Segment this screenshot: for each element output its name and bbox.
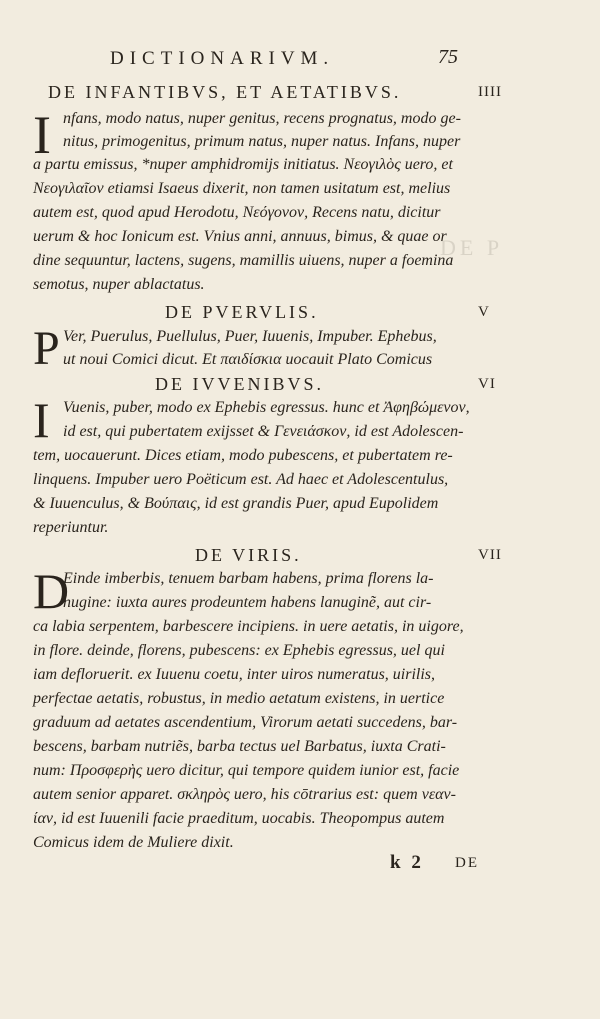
text-line: linquens. Impuber uero Poëticum est. Ad haec et Adolescentulus, <box>33 471 449 488</box>
text-line: & Iuuenculus, & Βούπαις, id est grandis Puer, apud Eupolidem <box>33 495 439 512</box>
text-line: Vuenis, puber, modo ex Ephebis egressus. hunc et Ἀφηβώμενον, <box>63 399 470 416</box>
section-heading: DE IVVENIBVS. <box>155 374 324 394</box>
text-line: autem senior apparet. σκληρὸς uero, his cōtrarius est: quem νεαν- <box>33 786 456 803</box>
text-line: ut noui Comici dicut. Et παιδίσκια uocauit Plato Comicus <box>63 351 433 368</box>
section-heading: DE PVERVLIS. <box>165 302 319 322</box>
running-title: DICTIONARIVM. <box>110 48 335 69</box>
text-line: tem, uocauerunt. Dices etiam, modo pubescens, et pubertatem re- <box>33 447 453 464</box>
catchword: DE <box>455 855 479 871</box>
text-line: semotus, nuper ablactatus. <box>33 276 205 293</box>
show-through-text: DE P <box>440 235 504 260</box>
section-number: IIII <box>478 84 502 100</box>
text-line: Comicus idem de Muliere dixit. <box>33 834 234 851</box>
text-line: dine sequuntur, lactens, sugens, mamillis uiuens, nuper a foemina <box>33 252 454 269</box>
text-line: nfans, modo natus, nuper genitus, recens prognatus, modo ge- <box>63 110 461 127</box>
signature-mark: k 2 <box>390 852 424 873</box>
text-line: a partu emissus, *nuper amphidromijs initiatus. Νεογιλὸς uero, et <box>33 156 453 173</box>
text-line: in flore. deinde, florens, pubescens: ex Ephebis egressus, uel qui <box>33 642 445 659</box>
text-line: reperiuntur. <box>33 519 109 536</box>
text-line: bescens, barbam nutriẽs, barba tectus uel Barbatus, iuxta Crati- <box>33 738 446 755</box>
text-line: Einde imberbis, tenuem barbam habens, prima florens la- <box>63 570 434 587</box>
text-line: id est, qui pubertatem exijsset & Γενειάσκον, id est Adolescen- <box>63 423 464 440</box>
text-line: nitus, primogenitus, primum natus, nuper natus. Infans, nuper <box>63 133 461 150</box>
text-line: ίαν, id est Iuuenili facie praeditum, uocabis. Theopompus autem <box>33 810 445 827</box>
section-heading: DE VIRIS. <box>195 545 302 565</box>
section-number: VII <box>478 547 502 563</box>
text-line: num: Προσφερὴς uero dicitur, qui tempore quidem iunior est, facie <box>33 762 460 779</box>
text-line: Νεογιλαῖον etiamsi Isaeus dixerit, non tamen usitatum est, melius <box>33 180 451 197</box>
text-line: nugine: iuxta aures prodeuntem habens lanuginẽ, aut cir- <box>63 594 432 611</box>
initial-letter: D <box>33 563 70 619</box>
initial-letter: P <box>33 322 60 375</box>
text-line: autem est, quod apud Herodotu, Νεόγονον, Recens natu, dicitur <box>33 204 441 221</box>
text-line: uerum & hoc Ionicum est. Vnius anni, annuus, bimus, & quae or <box>33 228 447 245</box>
section-heading: DE INFANTIBVS, ET AETATIBVS. <box>48 82 402 102</box>
text-line: iam defloruerit. ex Iuuenu coetu, inter uiros numeratus, uirilis, <box>33 666 436 683</box>
section-number: VI <box>478 376 496 392</box>
text-line: ca labia serpentem, barbescere incipiens. in uere aetatis, in uigore, <box>33 618 464 635</box>
initial-letter: I <box>33 392 50 448</box>
running-head <box>0 44 600 74</box>
text-line: perfectae aetatis, robustus, in medio aetatum existens, in uertice <box>33 690 445 707</box>
section-number: V <box>478 304 490 320</box>
text-line: graduum ad aetates ascendentium, Virorum aetati succedens, bar- <box>33 714 458 731</box>
initial-letter: I <box>33 105 51 165</box>
page-number: 75 <box>438 46 458 68</box>
text-line: Ver, Puerulus, Puellulus, Puer, Iuuenis, Impuber. Ephebus, <box>63 328 437 345</box>
